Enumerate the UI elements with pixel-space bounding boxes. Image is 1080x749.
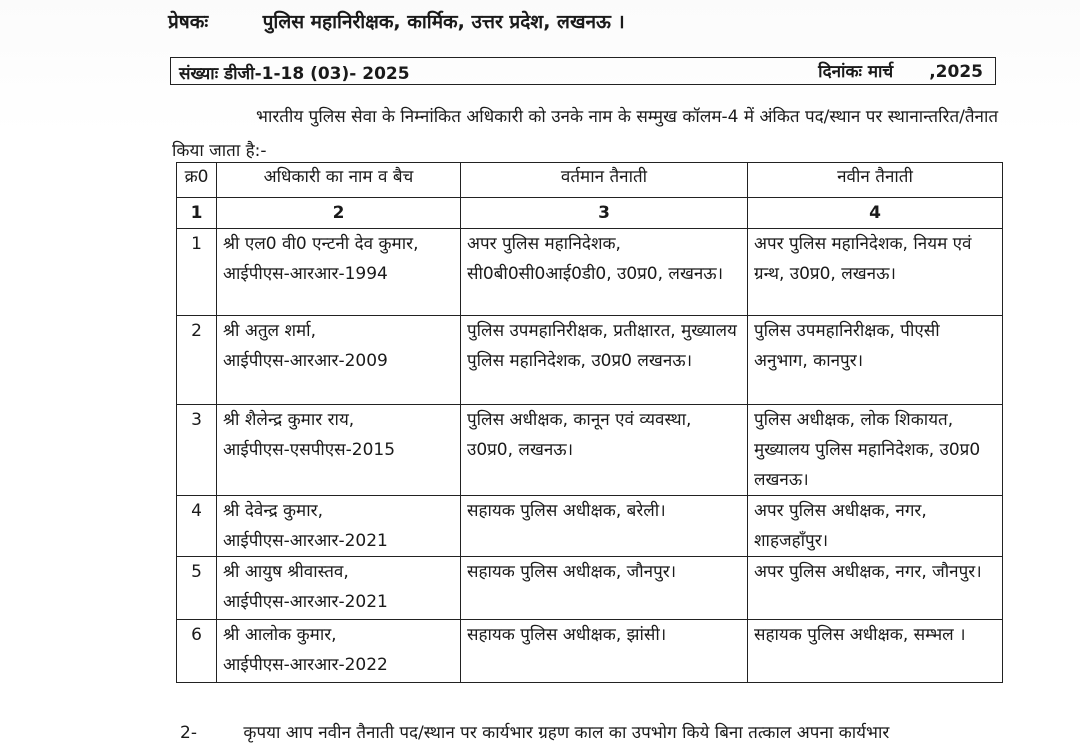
paragraph-2 xyxy=(180,720,889,743)
current-posting-cell: सहायक पुलिस अधीक्षक, झांसी। xyxy=(461,620,748,683)
officer-cell xyxy=(217,229,461,316)
officer-batch: आईपीएस-आरआर-2021 xyxy=(223,531,388,551)
new-posting-cell: अपर पुलिस महानिदेशक, नियम एवं ग्रन्थ, उ0प्र0, लखनऊ। xyxy=(748,229,1003,316)
officer-batch: आईपीएस-आरआर-2021 xyxy=(223,592,388,612)
new-posting-cell: पुलिस अधीक्षक, लोक शिकायत, मुख्यालय पुलिस महानिदेशक, उ0प्र0 लखनऊ। xyxy=(748,405,1003,496)
table-header-row xyxy=(177,163,1003,198)
officer-cell xyxy=(217,557,461,620)
table-row xyxy=(177,496,1003,557)
officer-name: श्री आयुष श्रीवास्तव, xyxy=(223,562,349,582)
new-posting-cell: पुलिस उपमहानिरीक्षक, पीएसी अनुभाग, कानपुर। xyxy=(748,316,1003,405)
paragraph-number: 2- xyxy=(180,723,197,743)
new-posting-cell: अपर पुलिस अधीक्षक, नगर, शाहजहाँपुर। xyxy=(748,496,1003,557)
header-new-posting: नवीन तैनाती xyxy=(748,163,1003,198)
new-posting-cell: अपर पुलिस अधीक्षक, नगर, जौनपुर। xyxy=(748,557,1003,620)
reference-box xyxy=(170,57,996,85)
table-row xyxy=(177,316,1003,405)
table-row xyxy=(177,620,1003,683)
officer-batch: आईपीएस-आरआर-1994 xyxy=(223,264,388,284)
officer-cell xyxy=(217,620,461,683)
sender-line xyxy=(168,8,625,34)
column-number: 3 xyxy=(461,198,748,229)
serial-cell: 2 xyxy=(177,316,217,405)
serial-cell: 5 xyxy=(177,557,217,620)
date-label: दिनांकः मार्च xyxy=(818,62,894,82)
header-officer: अधिकारी का नाम व बैच xyxy=(217,163,461,198)
column-number: 4 xyxy=(748,198,1003,229)
serial-cell: 4 xyxy=(177,496,217,557)
new-posting-cell: सहायक पुलिस अधीक्षक, सम्भल । xyxy=(748,620,1003,683)
officer-name: श्री एल0 वी0 एन्टनी देव कुमार, xyxy=(223,234,419,254)
table-row xyxy=(177,557,1003,620)
date-year: ,2025 xyxy=(929,62,983,82)
transfer-table xyxy=(176,162,1003,683)
table-row xyxy=(177,229,1003,316)
column-number: 2 xyxy=(217,198,461,229)
column-number: 1 xyxy=(177,198,217,229)
officer-batch: आईपीएस-आरआर-2022 xyxy=(223,655,388,675)
current-posting-cell: पुलिस अधीक्षक, कानून एवं व्यवस्था, उ0प्र0, लखनऊ। xyxy=(461,405,748,496)
sender-value: पुलिस महानिरीक्षक, कार्मिक, उत्तर प्रदेश, लखनऊ । xyxy=(262,11,625,33)
table-row xyxy=(177,405,1003,496)
column-number-row xyxy=(177,198,1003,229)
officer-cell xyxy=(217,405,461,496)
current-posting-cell: सहायक पुलिस अधीक्षक, बरेली। xyxy=(461,496,748,557)
officer-batch: आईपीएस-आरआर-2009 xyxy=(223,351,388,371)
officer-name: श्री अतुल शर्मा, xyxy=(223,321,316,341)
officer-batch: आईपीएस-एसपीएस-2015 xyxy=(223,440,396,460)
current-posting-cell: सहायक पुलिस अधीक्षक, जौनपुर। xyxy=(461,557,748,620)
serial-cell: 6 xyxy=(177,620,217,683)
officer-name: श्री आलोक कुमार, xyxy=(223,625,337,645)
current-posting-cell: पुलिस उपमहानिरीक्षक, प्रतीक्षारत, मुख्यालय पुलिस महानिदेशक, उ0प्र0 लखनऊ। xyxy=(461,316,748,405)
header-current-posting: वर्तमान तैनाती xyxy=(461,163,748,198)
officer-name: श्री शैलेन्द्र कुमार राय, xyxy=(223,410,355,430)
officer-name: श्री देवेन्द्र कुमार, xyxy=(223,501,323,521)
officer-cell xyxy=(217,496,461,557)
paragraph-text: कृपया आप नवीन तैनाती पद/स्थान पर कार्यभार ग्रहण काल का उपभोग किये बिना तत्काल अपना कार्यभार xyxy=(243,723,890,743)
reference-number: संख्याः डीजी-1-18 (03)- 2025 xyxy=(179,64,410,84)
header-serial: क्र0 xyxy=(177,163,217,198)
intro-paragraph: भारतीय पुलिस सेवा के निम्नांकित अधिकारी को उनके नाम के सम्मुख कॉलम-4 में अंकित पद/स्थान पर स्थानान्तरित/तैनात किया जाता है:- xyxy=(172,107,999,161)
officer-cell xyxy=(217,316,461,405)
serial-cell: 3 xyxy=(177,405,217,496)
serial-cell: 1 xyxy=(177,229,217,316)
current-posting-cell: अपर पुलिस महानिदेशक, सी0बी0सी0आई0डी0, उ0प्र0, लखनऊ। xyxy=(461,229,748,316)
reference-date xyxy=(818,59,983,82)
sender-label: प्रेषकः xyxy=(168,11,209,33)
